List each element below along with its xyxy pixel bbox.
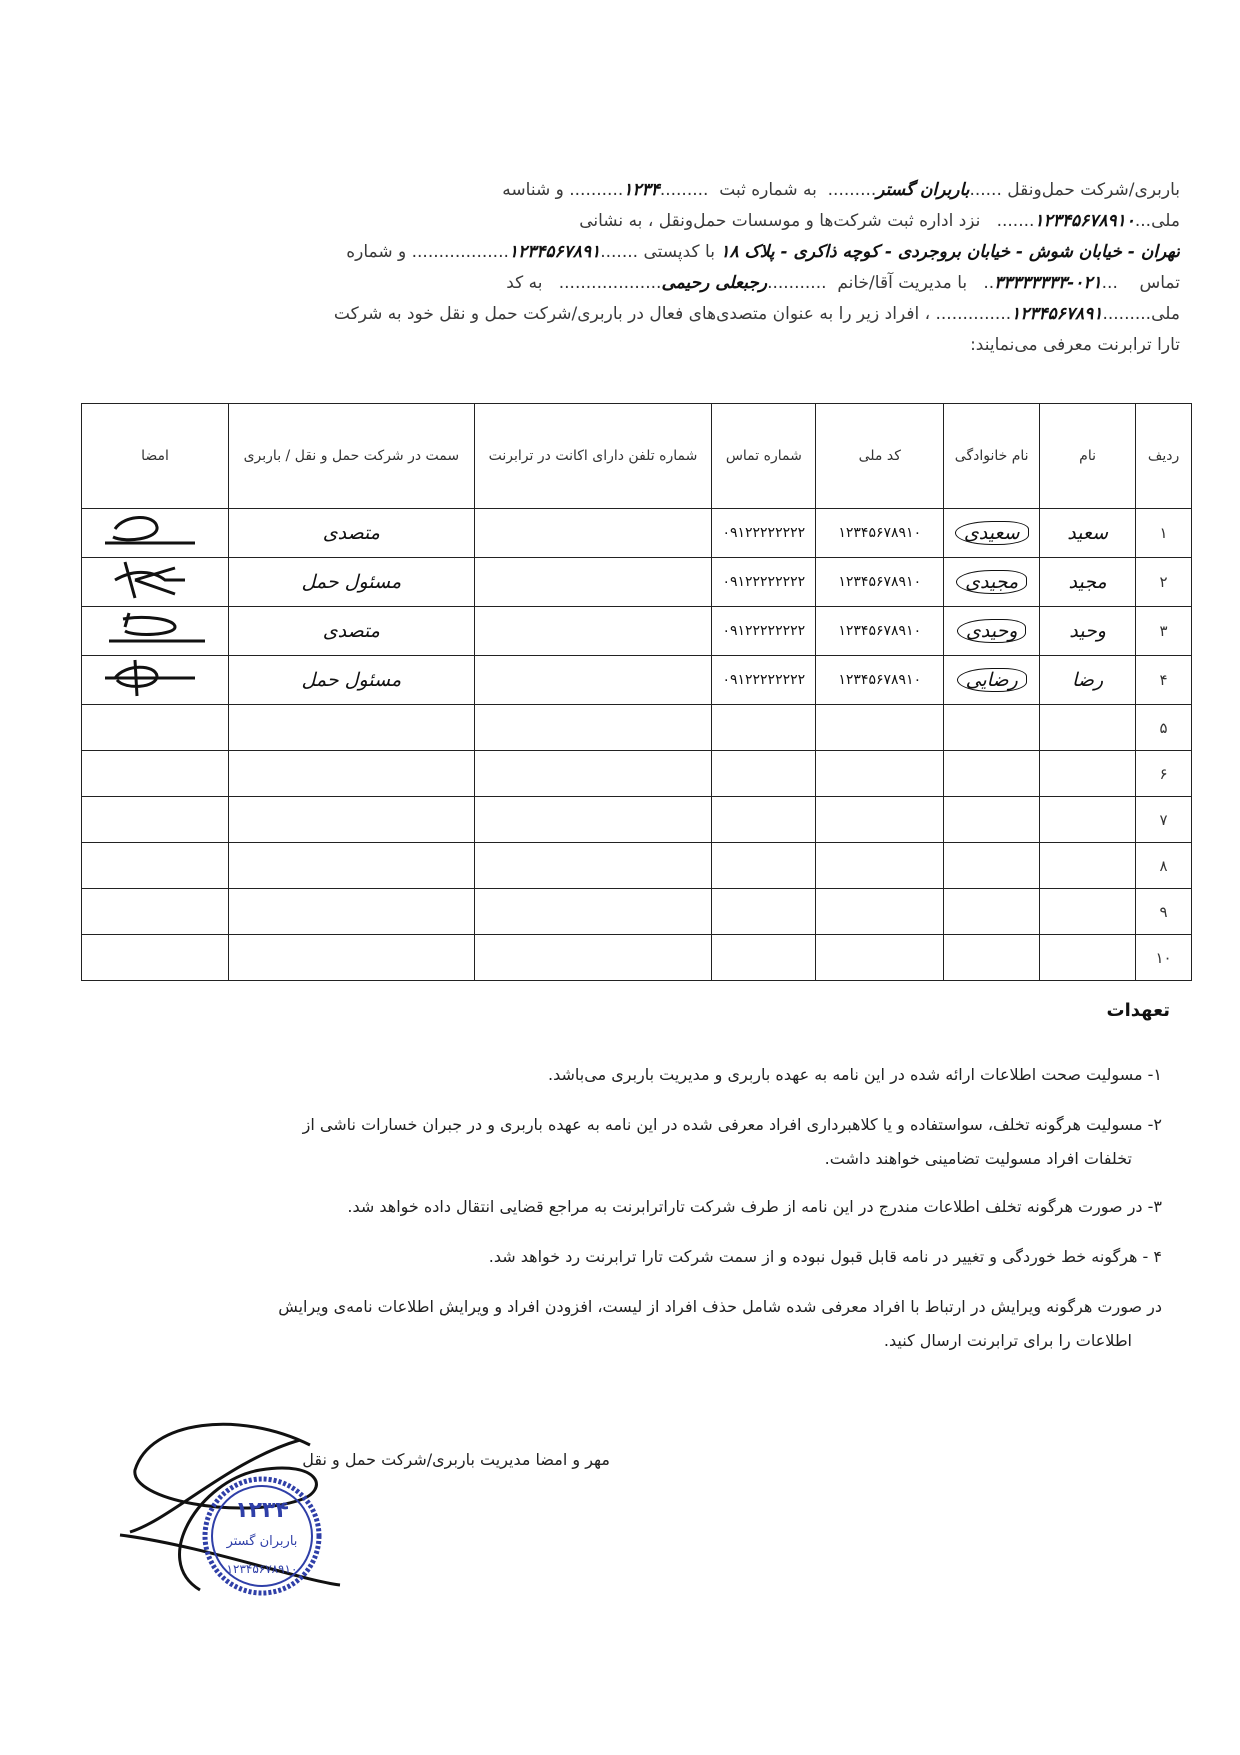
header-national-id: کد ملی xyxy=(816,404,944,509)
intro-line-4: تماس ...۰۲۱-۳۳۳۳۳۳۳۳.. با مدیریت آقا/خانم ...........رجبعلی رحیمی................... به کد xyxy=(506,273,1180,293)
last-name: مجیدی xyxy=(956,570,1027,594)
header-row-number: ردیف xyxy=(1136,404,1192,509)
phone-cell: ۰۹۱۲۲۲۲۲۲۲۲ xyxy=(712,607,816,656)
registration-number: ۱۲۳۴ xyxy=(623,180,660,200)
commitment-3: ۳- در صورت هرگونه تخلف اطلاعات مندرج در این نامه از طرف شرکت تاراترابرنت به مراجع قضایی انتقال داده خواهد شد. xyxy=(347,1197,1162,1216)
manager-name: رجبعلی رحیمی xyxy=(661,273,768,293)
contact-phone: ۰۲۱-۳۳۳۳۳۳۳۳ xyxy=(994,273,1102,293)
seal-bottom-number: ۱۲۳۴۵۶۷۸۹۱۰ xyxy=(226,1562,298,1576)
row-number: ۷ xyxy=(1136,797,1192,843)
intro-line-3: تهران - خیابان شوش - خیابان بروجردی - کوچه ذاکری - پلاک ۱۸ با کدپستی .......۱۲۳۴۵۶۷۸۹۱.................. و شماره xyxy=(346,242,1180,262)
seal-top-number: ۱۲۳۴ xyxy=(235,1498,289,1523)
national-id: ۱۲۳۴۵۶۷۸۹۱۰ xyxy=(1034,211,1135,231)
company-name: باربران گستر xyxy=(876,180,970,200)
national-id-cell: ۱۲۳۴۵۶۷۸۹۱۰ xyxy=(816,656,944,705)
row-number: ۱ xyxy=(1136,509,1192,558)
commitments-title: تعهدات xyxy=(1106,1000,1170,1021)
row-number: ۱۰ xyxy=(1136,935,1192,981)
header-signature: امضا xyxy=(82,404,229,509)
header-account-phone: شماره تلفن دارای اکانت در ترابرنت xyxy=(474,404,712,509)
intro-line-2: ملی...۱۲۳۴۵۶۷۸۹۱۰....... نزد اداره ثبت شرکت‌ها و موسسات حمل‌ونقل ، به نشانی xyxy=(579,211,1180,231)
intro-line-6: تارا ترابرنت معرفی می‌نمایند: xyxy=(970,335,1180,355)
row-number: ۹ xyxy=(1136,889,1192,935)
phone-cell: ۰۹۱۲۲۲۲۲۲۲۲ xyxy=(712,509,816,558)
first-name: وحید xyxy=(1040,607,1136,656)
intro-line-5: ملی.........۱۲۳۴۵۶۷۸۹۱.............. ، افراد زیر را به عنوان متصدی‌های فعال در باربری/شرکت حمل و نقل خود به شرکت xyxy=(333,304,1180,324)
header-first-name: نام xyxy=(1040,404,1136,509)
last-name: رضایی xyxy=(957,668,1027,692)
role-cell: متصدی xyxy=(229,607,475,656)
phone-cell: ۰۹۱۲۲۲۲۲۲۲۲ xyxy=(712,656,816,705)
stamp-signature-label: مهر و امضا مدیریت باربری/شرکت حمل و نقل xyxy=(302,1450,610,1469)
header-last-name: نام خانوادگی xyxy=(944,404,1040,509)
phone-cell: ۰۹۱۲۲۲۲۲۲۲۲ xyxy=(712,558,816,607)
row-number: ۴ xyxy=(1136,656,1192,705)
role-cell: مسئول حمل xyxy=(229,558,475,607)
national-id-cell: ۱۲۳۴۵۶۷۸۹۱۰ xyxy=(816,607,944,656)
seal-company-name: باربران گستر xyxy=(226,1534,298,1549)
header-phone: شماره تماس xyxy=(712,404,816,509)
first-name: مجید xyxy=(1040,558,1136,607)
commitment-5-line-1: در صورت هرگونه ویرایش در ارتباط با افراد معرفی شده شامل حذف افراد از لیست، افزودن افراد و ویرایش اطلاعات نامه‌ی ویرایش xyxy=(278,1297,1162,1316)
header-role: سمت در شرکت حمل و نقل / باربری xyxy=(229,404,475,509)
row-number: ۵ xyxy=(1136,705,1192,751)
national-id-cell: ۱۲۳۴۵۶۷۸۹۱۰ xyxy=(816,558,944,607)
commitment-5-line-2: اطلاعات را برای ترابرنت ارسال کنید. xyxy=(883,1331,1132,1350)
national-id-cell: ۱۲۳۴۵۶۷۸۹۱۰ xyxy=(816,509,944,558)
first-name: رضا xyxy=(1040,656,1136,705)
manager-national-id: ۱۲۳۴۵۶۷۸۹۱ xyxy=(1011,304,1103,324)
first-name: سعید xyxy=(1040,509,1136,558)
address: تهران - خیابان شوش - خیابان بروجردی - کوچه ذاکری - پلاک ۱۸ xyxy=(720,242,1180,262)
commitment-2-line-2: تخلفات افراد مسولیت تضامینی خواهند داشت. xyxy=(824,1149,1132,1168)
row-number: ۲ xyxy=(1136,558,1192,607)
role-cell: متصدی xyxy=(229,509,475,558)
row-number: ۸ xyxy=(1136,843,1192,889)
commitment-1: ۱- مسولیت صحت اطلاعات ارائه شده در این نامه به عهده باربری و مدیریت باربری می‌باشد. xyxy=(548,1065,1162,1084)
last-name: سعیدی xyxy=(955,521,1029,545)
row-number: ۶ xyxy=(1136,751,1192,797)
intro-line-1: باربری/شرکت حمل‌ونقل ......باربران گستر......... به شماره ثبت .........۱۲۳۴.......... و شناسه xyxy=(502,180,1180,200)
last-name: وحیدی xyxy=(957,619,1027,643)
row-number: ۳ xyxy=(1136,607,1192,656)
role-cell: مسئول حمل xyxy=(229,656,475,705)
commitment-4: ۴ - هرگونه خط خوردگی و تغییر در نامه قابل قبول نبوده و از سمت شرکت تارا ترابرنت رد خواهد شد. xyxy=(488,1247,1162,1266)
postal-code: ۱۲۳۴۵۶۷۸۹۱ xyxy=(508,242,601,262)
commitment-2-line-1: ۲- مسولیت هرگونه تخلف، سواستفاده و یا کلاهبرداری افراد معرفی شده در این نامه به عهده باربری و در جبران خسارات ناشی از xyxy=(302,1115,1162,1134)
